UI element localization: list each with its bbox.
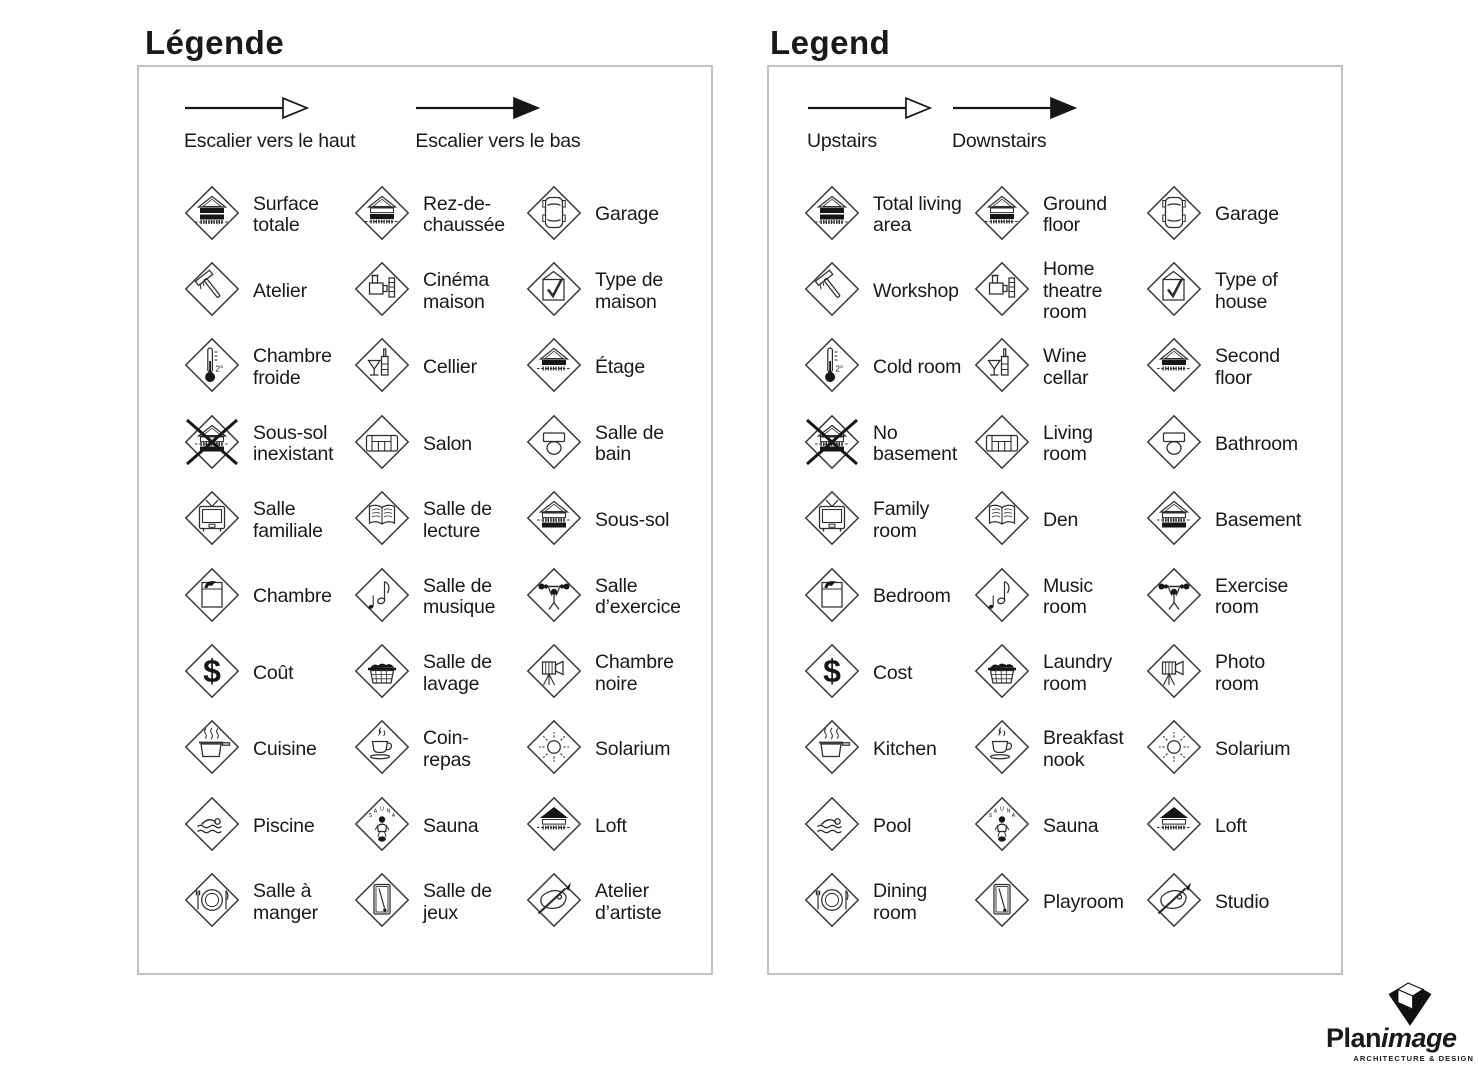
legend-item-label: Laundry room	[1043, 651, 1113, 695]
svg-text:S: S	[988, 812, 993, 819]
legend-item	[973, 788, 1145, 864]
house-basement-icon	[525, 489, 583, 552]
legend-item	[525, 253, 701, 329]
arrow-label: Escalier vers le bas	[415, 130, 581, 152]
legend-item	[525, 712, 701, 788]
legend-item	[803, 253, 973, 329]
legend-item-label: Salle de musique	[423, 574, 496, 619]
legend-item	[353, 865, 525, 941]
palette-icon	[525, 871, 583, 934]
legend-item	[353, 483, 525, 559]
svg-text:S: S	[368, 812, 373, 819]
plate-icon	[803, 871, 861, 934]
svg-text:2°: 2°	[215, 364, 224, 374]
dollar-icon	[183, 642, 241, 705]
legend-item-label: Chambre noire	[595, 651, 674, 695]
legend-item	[353, 712, 525, 788]
legend-item-label: Wine cellar	[1043, 345, 1089, 389]
legend-item-label: Type of house	[1215, 269, 1278, 313]
legend-item-label: Cold room	[873, 356, 962, 379]
legend-item	[1145, 253, 1321, 329]
legend-item	[183, 253, 353, 329]
house-loft-icon	[525, 795, 583, 858]
palette-icon	[1145, 871, 1203, 934]
legend-item	[525, 330, 701, 406]
legend-item-label: Rez-de-chaussée	[423, 192, 505, 237]
legend-item	[1145, 712, 1321, 788]
legend-item-label: Cuisine	[253, 738, 317, 761]
legend-item-label: Sauna	[423, 814, 479, 837]
car-icon	[1145, 184, 1203, 247]
legend-item	[803, 559, 973, 635]
pot-icon	[183, 718, 241, 781]
sauna-icon	[973, 795, 1031, 858]
bed-icon	[183, 566, 241, 629]
legend-item	[183, 559, 353, 635]
legend-item-label: Salle familiale	[253, 498, 323, 542]
house-basement-icon	[1145, 489, 1203, 552]
svg-text:U: U	[380, 806, 384, 813]
legend-item	[803, 483, 973, 559]
legend-item	[803, 406, 973, 482]
legend-item	[973, 865, 1145, 941]
legend-item	[973, 177, 1145, 253]
svg-text:N: N	[386, 808, 391, 815]
legend-item-label: Salon	[423, 432, 472, 455]
legend-item-label: Music room	[1043, 574, 1093, 619]
svg-text:A: A	[1011, 812, 1016, 819]
projector-icon	[973, 260, 1031, 323]
svg-text:$: $	[823, 653, 841, 690]
car-icon	[525, 184, 583, 247]
legend-item	[1145, 788, 1321, 864]
legend-item	[803, 177, 973, 253]
cup-icon	[353, 718, 411, 781]
svg-text:A: A	[373, 808, 378, 815]
legend-item-label: Basement	[1215, 509, 1302, 531]
tv-icon	[803, 489, 861, 552]
stairs-up-arrow-item	[807, 95, 933, 153]
legend-item	[1145, 483, 1321, 559]
legend-item	[1145, 177, 1321, 253]
toilet-icon	[1145, 413, 1203, 476]
wine-icon	[353, 336, 411, 399]
sauna-icon	[353, 795, 411, 858]
legend-item-label: Salle de bain	[595, 421, 664, 466]
svg-text:N: N	[1006, 808, 1011, 815]
legend-item-label: Atelier d’artiste	[595, 880, 662, 924]
legend-item-label: Sauna	[1043, 814, 1099, 837]
stair-arrows-group	[807, 95, 1078, 153]
logo-brand-italic: image	[1381, 1023, 1457, 1053]
legend-item-label: Photo room	[1215, 651, 1265, 695]
hammer-icon	[183, 260, 241, 323]
legend-item-label: Cellier	[423, 356, 477, 379]
music-icon	[973, 566, 1031, 629]
legend-item	[353, 253, 525, 329]
stairs-up-arrow-icon	[184, 95, 355, 121]
legend-item-label: Family room	[873, 498, 930, 542]
thermometer-icon	[803, 336, 861, 399]
basket-icon	[973, 642, 1031, 705]
legend-item	[183, 865, 353, 941]
arrow-label: Upstairs	[807, 130, 877, 152]
legend-item-label: Salle de jeux	[423, 880, 492, 924]
house-ground-icon	[973, 184, 1031, 247]
legend-item-label: Exercise room	[1215, 574, 1289, 619]
legend-item-label: Surface totale	[253, 192, 319, 237]
legend-item	[973, 712, 1145, 788]
legend-item-label: Ground floor	[1043, 192, 1107, 237]
camera-icon	[1145, 642, 1203, 705]
legend-item	[1145, 559, 1321, 635]
legend-item-label: Cinéma maison	[423, 269, 489, 313]
legend-panel-english	[767, 65, 1343, 975]
svg-text:$: $	[203, 653, 221, 690]
legend-item	[973, 406, 1145, 482]
legend-item	[525, 865, 701, 941]
book-icon	[973, 489, 1031, 552]
arrow-label: Escalier vers le haut	[184, 130, 356, 152]
projector-icon	[353, 260, 411, 323]
house-total-icon	[183, 184, 241, 247]
legend-item-label: Home theatre room	[1043, 258, 1103, 324]
legend-item-label: Solarium	[1215, 738, 1291, 761]
legend-item-label: Coût	[253, 661, 294, 684]
legend-item	[353, 177, 525, 253]
house-loft-icon	[1145, 795, 1203, 858]
legend-item	[1145, 330, 1321, 406]
pot-icon	[803, 718, 861, 781]
legend-item-label: Salle de lavage	[423, 651, 492, 695]
house-total-icon	[803, 184, 861, 247]
legend-grid	[803, 177, 1321, 941]
dollar-icon	[803, 642, 861, 705]
basket-icon	[353, 642, 411, 705]
checkbox-icon	[1145, 260, 1203, 323]
legend-grid	[183, 177, 701, 941]
legend-item	[525, 406, 701, 482]
legend-item	[1145, 635, 1321, 711]
legend-item	[353, 635, 525, 711]
svg-text:A: A	[993, 808, 998, 815]
legend-item	[525, 635, 701, 711]
book-icon	[353, 489, 411, 552]
legend-item	[525, 483, 701, 559]
plate-icon	[183, 871, 241, 934]
music-icon	[353, 566, 411, 629]
legend-item-label: Loft	[595, 814, 627, 837]
legend-item	[353, 330, 525, 406]
legend-item	[973, 253, 1145, 329]
no-basement-icon	[183, 413, 241, 476]
bed-icon	[803, 566, 861, 629]
legend-item-label: Salle à manger	[253, 880, 318, 924]
legend-item	[1145, 865, 1321, 941]
stairs-down-arrow-icon	[415, 95, 580, 121]
legend-item-label: Coin-repas	[423, 727, 471, 771]
legend-item	[803, 635, 973, 711]
sofa-icon	[353, 413, 411, 476]
tv-icon	[183, 489, 241, 552]
legend-item	[803, 865, 973, 941]
arrow-label: Downstairs	[952, 130, 1047, 152]
stairs-down-arrow-item	[415, 95, 580, 153]
svg-text:U: U	[1000, 806, 1004, 813]
legend-item	[803, 788, 973, 864]
legend-item-label: Bathroom	[1215, 432, 1298, 455]
sun-icon	[525, 718, 583, 781]
legend-item-label: Living room	[1043, 421, 1093, 466]
legend-item	[525, 788, 701, 864]
legend-item-label: Salle d’exercice	[595, 574, 681, 619]
legend-item	[973, 330, 1145, 406]
legend-item-label: Dining room	[873, 880, 928, 924]
legend-item-label: Atelier	[253, 279, 307, 302]
page-title-english: Legend	[770, 24, 891, 62]
legend-item	[183, 635, 353, 711]
legend-item-label: Playroom	[1043, 890, 1124, 913]
legend-item-label: Chambre	[253, 585, 332, 608]
no-basement-icon	[803, 413, 861, 476]
thermometer-icon	[183, 336, 241, 399]
svg-text:2°: 2°	[835, 364, 844, 374]
legend-item-label: Kitchen	[873, 738, 937, 761]
legend-item	[1145, 406, 1321, 482]
legend-item	[353, 559, 525, 635]
legend-item-label: Cost	[873, 661, 913, 684]
stairs-up-arrow-item	[184, 95, 355, 153]
legend-item-label: Studio	[1215, 890, 1270, 913]
stairs-down-arrow-icon	[952, 95, 1078, 121]
logo-tagline: ARCHITECTURE & DESIGN	[1353, 1054, 1474, 1063]
legend-item-label: No basement	[873, 421, 958, 466]
sofa-icon	[973, 413, 1031, 476]
legend-item	[183, 330, 353, 406]
stairs-up-arrow-icon	[807, 95, 933, 121]
legend-item-label: Type de maison	[595, 269, 663, 313]
legend-item-label: Garage	[595, 203, 659, 226]
legend-item-label: Piscine	[253, 814, 315, 837]
billiard-icon	[353, 871, 411, 934]
cup-icon	[973, 718, 1031, 781]
planimage-house-icon	[1382, 980, 1438, 1027]
legend-item-label: Solarium	[595, 738, 671, 761]
swimmer-icon	[803, 795, 861, 858]
legend-panel-french	[137, 65, 713, 975]
sun-icon	[1145, 718, 1203, 781]
legend-item	[183, 406, 353, 482]
legend-item	[803, 712, 973, 788]
house-upper-icon	[1145, 336, 1203, 399]
house-ground-icon	[353, 184, 411, 247]
page-title-french: Légende	[145, 24, 285, 62]
legend-item	[183, 177, 353, 253]
legend-item-label: Total living area	[873, 192, 962, 237]
legend-item	[353, 788, 525, 864]
legend-item	[525, 177, 701, 253]
svg-text:A: A	[391, 812, 396, 819]
legend-item-label: Garage	[1215, 203, 1279, 226]
camera-icon	[525, 642, 583, 705]
legend-item-label: Second floor	[1215, 345, 1280, 389]
swimmer-icon	[183, 795, 241, 858]
legend-item	[183, 712, 353, 788]
legend-item-label: Sous-sol	[595, 509, 670, 531]
logo-brand-bold: Plan	[1326, 1023, 1382, 1053]
legend-item-label: Étage	[595, 356, 645, 379]
legend-item-label: Breakfast nook	[1043, 727, 1124, 771]
legend-item-label: Sous-sol inexistant	[253, 421, 334, 466]
stair-arrows-group	[184, 95, 580, 153]
legend-item-label: Chambre froide	[253, 345, 332, 389]
planimage-logo	[1326, 980, 1478, 1063]
legend-item	[353, 406, 525, 482]
exercise-icon	[525, 566, 583, 629]
logo-brand-text	[1326, 1023, 1478, 1054]
legend-item-label: Den	[1043, 509, 1079, 531]
legend-item-label: Loft	[1215, 814, 1247, 837]
legend-item	[525, 559, 701, 635]
legend-item	[183, 483, 353, 559]
house-upper-icon	[525, 336, 583, 399]
legend-item-label: Bedroom	[873, 585, 951, 608]
hammer-icon	[803, 260, 861, 323]
checkbox-icon	[525, 260, 583, 323]
legend-item	[973, 635, 1145, 711]
billiard-icon	[973, 871, 1031, 934]
toilet-icon	[525, 413, 583, 476]
legend-item-label: Pool	[873, 814, 912, 837]
legend-item-label: Salle de lecture	[423, 498, 492, 542]
legend-item	[183, 788, 353, 864]
wine-icon	[973, 336, 1031, 399]
legend-item-label: Workshop	[873, 279, 959, 302]
exercise-icon	[1145, 566, 1203, 629]
legend-item	[973, 483, 1145, 559]
legend-item	[803, 330, 973, 406]
legend-item	[973, 559, 1145, 635]
stairs-down-arrow-item	[952, 95, 1078, 153]
